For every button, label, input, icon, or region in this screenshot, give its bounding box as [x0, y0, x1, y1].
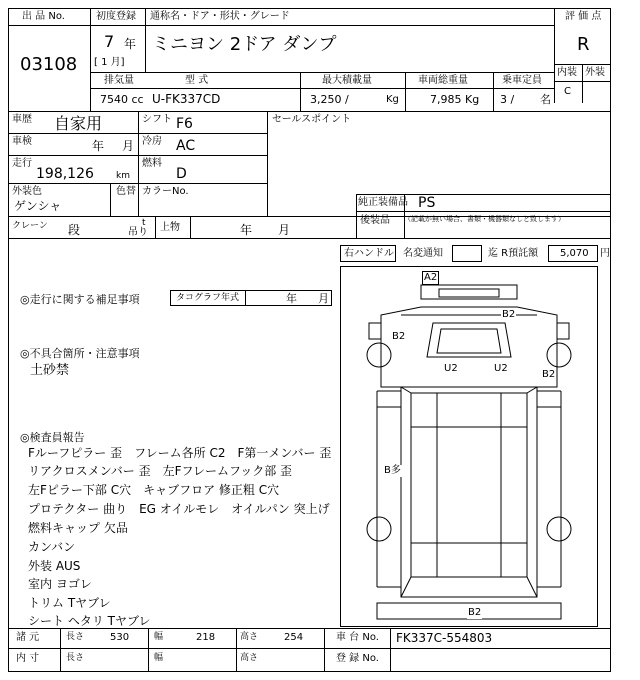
history: 自家用	[54, 114, 103, 133]
truck-diagram	[340, 266, 598, 627]
model-label: 型 式	[185, 75, 209, 86]
inspector-line: リアクロスメンバー 歪 左Fフレームフック部 歪	[28, 464, 293, 478]
width-label: 幅	[154, 653, 164, 663]
color-label: 外装色	[12, 186, 42, 197]
inspector-line: カンバン	[28, 540, 76, 554]
displacement-label: 排気量	[104, 75, 134, 86]
lot-label: 出 品 No.	[22, 11, 65, 22]
tacho-label: タコグラフ年式	[176, 293, 240, 303]
length-label: 長さ	[66, 653, 85, 663]
load-unit: Kg	[386, 94, 399, 105]
ac-label: 冷房	[142, 136, 162, 147]
fuel-label: 燃料	[142, 158, 162, 169]
capacity-unit: 名	[540, 93, 551, 106]
height-label: 高さ	[240, 653, 259, 663]
crane-lift: 吊り	[128, 227, 148, 238]
equipment-label: 純正装備品	[358, 197, 408, 208]
mark-b2: B2	[468, 607, 482, 618]
inspection-year: 年	[92, 139, 105, 153]
name-label: 通称名・ドア・形状・グレード	[150, 11, 290, 22]
fuel: D	[176, 166, 187, 182]
inspector-line: プロテクター 曲り EG オイルモレ オイルパン 突上げ	[28, 502, 330, 516]
width-label: 幅	[154, 632, 164, 642]
mark-u2: U2	[444, 363, 458, 374]
mark-a2: A2	[424, 272, 438, 283]
tacho-month: 月	[318, 292, 329, 305]
capacity: 3 /	[500, 93, 515, 106]
mark-b2: B2	[542, 369, 556, 380]
sales-point-label: セールスポイント	[272, 114, 352, 125]
inspector-title: ◎検査員報告	[20, 431, 85, 444]
deposit-unit: 円	[600, 248, 610, 259]
color-number-label: カラーNo.	[142, 186, 189, 197]
crane-t: t	[142, 218, 146, 228]
exterior-grade-label: 外装	[585, 67, 605, 78]
defects-title: ◎不具合箇所・注意事項	[20, 347, 140, 360]
interior-grade-label: 内装	[557, 67, 577, 78]
car-name: ミニヨン 2ドア ダンプ	[152, 34, 337, 55]
deposit: 5,070	[560, 248, 589, 259]
tacho-year: 年	[286, 292, 297, 305]
mark-b2: B2	[502, 309, 516, 320]
height-label: 高さ	[240, 632, 259, 642]
reg-month: [ 1 月]	[94, 57, 125, 68]
exterior-dims-label: 諸 元	[16, 632, 40, 643]
grade-value: R	[577, 34, 590, 55]
displacement: 7540 cc	[100, 93, 144, 106]
crane-label: クレーン	[12, 221, 48, 231]
upper-month: 月	[278, 223, 291, 237]
name-change-label: 名変通知	[403, 248, 443, 259]
reg-year: 7	[104, 32, 115, 51]
mileage-label: 走行	[12, 158, 32, 169]
deposit-label: 迄 R預託額	[488, 248, 539, 259]
inspection-month: 月	[122, 139, 135, 153]
height: 254	[284, 632, 304, 643]
load: 3,250 /	[310, 93, 349, 106]
weight: 7,985 Kg	[430, 93, 480, 106]
color-change-label: 色替	[116, 186, 136, 197]
aftermarket-label: 後装品	[360, 215, 390, 226]
upper-year: 年	[240, 223, 253, 237]
lot-number: 03108	[20, 54, 78, 75]
mark-b-many: B多	[384, 465, 401, 476]
reg-year-unit: 年	[124, 37, 137, 51]
reg-label: 初度登録	[96, 11, 136, 22]
upper-label: 上物	[160, 222, 180, 233]
aftermarket-note: （記載が無い場合、書類・機器類なしと致します）	[404, 215, 565, 223]
interior-grade: C	[564, 86, 571, 97]
capacity-label: 乗車定員	[502, 75, 542, 86]
inspector-line: トリム Tヤブレ	[28, 596, 111, 610]
shift-label: シフト	[142, 114, 172, 125]
length: 530	[110, 632, 130, 643]
inspector-line: 左Fピラー下部 C穴 キャブフロア 修正粗 C穴	[28, 483, 280, 497]
mileage-unit: km	[116, 171, 130, 181]
weight-label: 車両総重量	[418, 75, 468, 86]
vin-label: 車 台 No.	[336, 632, 379, 643]
inspection-label: 車検	[12, 136, 32, 147]
handle-side: 右ハンドル	[344, 248, 394, 259]
inspector-line: Fルーフピラー 歪 フレーム各所 C2 F第一メンバー 歪	[28, 446, 332, 460]
mark-u2: U2	[494, 363, 508, 374]
defect-line: 土砂禁	[30, 363, 70, 378]
grade-label: 評 価 点	[565, 11, 602, 22]
color: ゲンシャ	[14, 199, 62, 213]
interior-dims-label: 内 寸	[16, 653, 40, 664]
shift: F6	[176, 116, 193, 132]
mark-b2: B2	[392, 331, 406, 342]
crane-stage: 段	[68, 223, 81, 237]
inspector-line: 室内 ヨゴレ	[28, 577, 92, 591]
plate-label: 登 録 No.	[336, 653, 379, 664]
model: U-FK337CD	[152, 92, 221, 106]
mileage: 198,126	[36, 166, 94, 182]
width: 218	[196, 632, 216, 643]
inspector-line: シート ヘタリ Tヤブレ	[28, 614, 151, 628]
vin: FK337C-554803	[396, 631, 493, 645]
ac: AC	[176, 138, 196, 154]
driving-notes-title: ◎走行に関する補足事項	[20, 293, 140, 306]
equipment: PS	[418, 195, 436, 211]
history-label: 車歴	[12, 114, 32, 125]
load-label: 最大積載量	[322, 75, 372, 86]
length-label: 長さ	[66, 632, 85, 642]
inspector-line: 燃料キャップ 欠品	[28, 521, 128, 535]
inspector-line: 外装 AUS	[28, 559, 81, 573]
